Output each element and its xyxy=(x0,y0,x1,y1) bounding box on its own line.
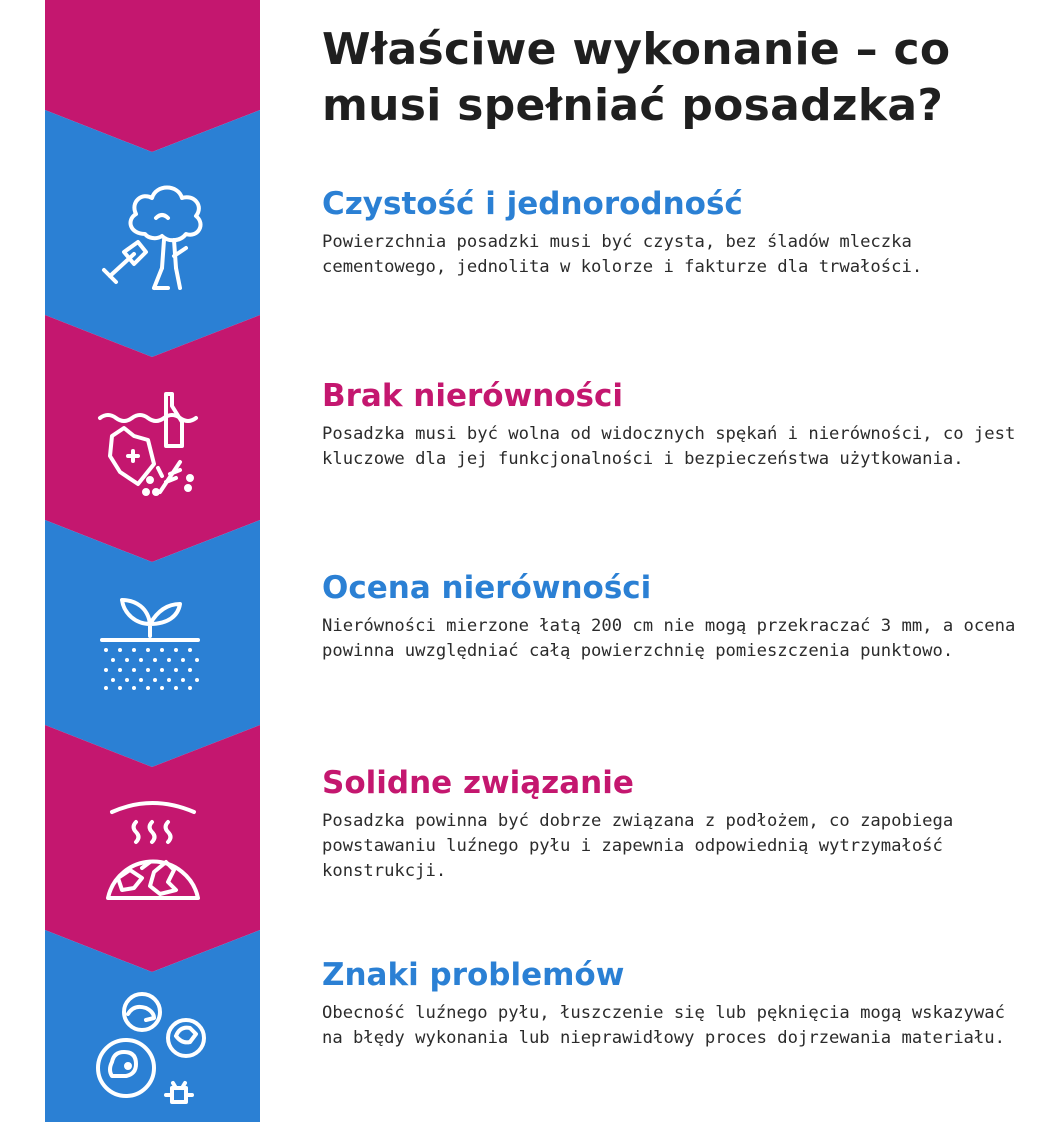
section-ocena-nierownosci xyxy=(322,568,1032,664)
section-heading: Brak nierówności xyxy=(322,378,624,414)
section-text: Obecność luźnego pyłu, łuszczenie się lub pęknięcia mogą wskazywać na błędy wykonania lub nieprawidłowy proces dojrzewania materiału. xyxy=(322,1003,1005,1048)
section-solidne-zwiazanie xyxy=(322,763,1032,884)
section-text: Posadzka powinna być dobrze związana z podłożem, co zapobiega powstawaniu luźnego pyłu i zapewnia odpowiednią wytrzymałość konstrukcji. xyxy=(322,811,954,881)
section-text: Posadzka musi być wolna od widocznych spękań i nierówności, co jest kluczowe dla jej funkcjonalności i bezpieczeństwa użytkowania. xyxy=(322,424,1016,469)
section-czystosc xyxy=(322,184,1032,280)
section-heading: Czystość i jednorodność xyxy=(322,186,743,222)
section-text: Nierówności mierzone łatą 200 cm nie mogą przekraczać 3 mm, a ocena powinna uwzględniać całą powierzchnię pomieszczenia punktowo. xyxy=(322,616,1016,661)
section-heading: Solidne związanie xyxy=(322,765,634,801)
page-title: Właściwe wykonanie – co musi spełniać posadzka? xyxy=(322,24,951,131)
chevron-banner xyxy=(0,0,260,1122)
section-brak-nierownosci xyxy=(322,376,1032,472)
animals-icon xyxy=(90,992,220,1122)
section-text: Powierzchnia posadzki musi być czysta, bez śladów mleczka cementowego, jednolita w kolorze i fakturze dla trwałości. xyxy=(322,232,923,277)
section-heading: Znaki problemów xyxy=(322,957,625,993)
section-heading: Ocena nierówności xyxy=(322,570,652,606)
water-pollution-icon xyxy=(90,380,220,510)
section-znaki-problemow xyxy=(322,955,1032,1051)
heating-earth-icon xyxy=(90,790,220,920)
tree-axe-icon xyxy=(90,172,220,302)
sprout-soil-icon xyxy=(90,584,220,714)
